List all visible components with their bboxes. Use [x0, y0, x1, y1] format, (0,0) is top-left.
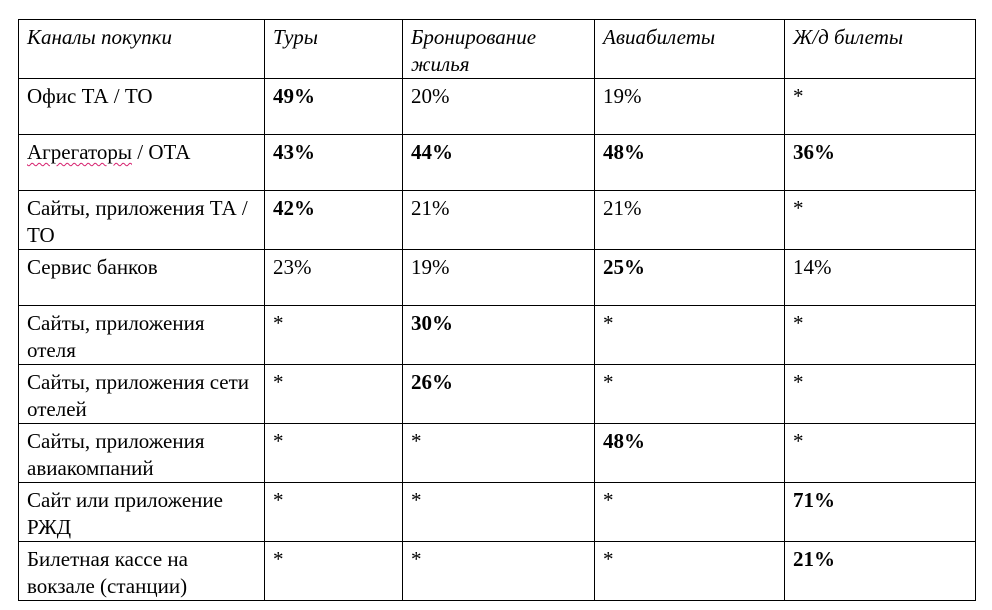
value-cell: 19% — [595, 79, 785, 135]
value-cell: 43% — [265, 135, 403, 191]
channel-cell — [19, 191, 265, 250]
channel-text: Сервис банков — [27, 255, 158, 279]
value-cell: 19% — [403, 250, 595, 306]
value-cell: * — [403, 542, 595, 601]
channel-text: Сайты, приложения отеля — [27, 311, 205, 362]
value-cell: 49% — [265, 79, 403, 135]
value-cell: * — [785, 424, 976, 483]
value-cell: 42% — [265, 191, 403, 250]
table-row — [19, 306, 976, 365]
header-cell-channels: Каналы покупки — [19, 20, 265, 79]
value-cell: 21% — [785, 542, 976, 601]
channel-cell — [19, 306, 265, 365]
value-cell: 44% — [403, 135, 595, 191]
channel-cell — [19, 424, 265, 483]
table-row — [19, 135, 976, 191]
channel-text: Сайты, приложения ТА / ТО — [27, 196, 248, 247]
table-row — [19, 79, 976, 135]
value-cell: * — [403, 424, 595, 483]
table-row — [19, 542, 976, 601]
table-row — [19, 191, 976, 250]
channel-cell — [19, 365, 265, 424]
table-row — [19, 483, 976, 542]
table-row — [19, 424, 976, 483]
channel-text: Сайты, приложения сети отелей — [27, 370, 250, 421]
value-cell: * — [785, 365, 976, 424]
header-cell-air-tickets: Авиабилеты — [595, 20, 785, 79]
channel-text: / ОТА — [132, 140, 191, 164]
value-cell: * — [595, 542, 785, 601]
header-cell-tours: Туры — [265, 20, 403, 79]
channel-cell — [19, 542, 265, 601]
header-cell-accommodation: Бронирование жилья — [403, 20, 595, 79]
value-cell: 36% — [785, 135, 976, 191]
value-cell: * — [595, 365, 785, 424]
header-row — [19, 20, 976, 79]
value-cell: * — [265, 542, 403, 601]
channel-text: Сайт или приложение РЖД — [27, 488, 223, 539]
table-row — [19, 365, 976, 424]
channel-cell — [19, 250, 265, 306]
value-cell: * — [265, 483, 403, 542]
value-cell: 20% — [403, 79, 595, 135]
value-cell: 23% — [265, 250, 403, 306]
value-cell: 25% — [595, 250, 785, 306]
value-cell: * — [265, 424, 403, 483]
table-row — [19, 250, 976, 306]
value-cell: 21% — [403, 191, 595, 250]
channel-text: Сайты, приложения авиакомпаний — [27, 429, 205, 480]
value-cell: 48% — [595, 424, 785, 483]
value-cell: 14% — [785, 250, 976, 306]
value-cell: * — [403, 483, 595, 542]
value-cell: 71% — [785, 483, 976, 542]
value-cell: 30% — [403, 306, 595, 365]
value-cell: * — [785, 79, 976, 135]
channel-text: Офис ТА / ТО — [27, 84, 153, 108]
channel-cell — [19, 79, 265, 135]
channel-text: Билетная кассе на вокзале (станции) — [27, 547, 188, 598]
value-cell: 26% — [403, 365, 595, 424]
value-cell: * — [785, 306, 976, 365]
value-cell: * — [595, 306, 785, 365]
channel-cell — [19, 483, 265, 542]
value-cell: * — [785, 191, 976, 250]
channel-underlined-text: Агрегаторы — [27, 140, 132, 164]
value-cell: 48% — [595, 135, 785, 191]
channel-cell — [19, 135, 265, 191]
purchase-channels-table — [18, 19, 976, 601]
value-cell: * — [265, 306, 403, 365]
value-cell: 21% — [595, 191, 785, 250]
value-cell: * — [265, 365, 403, 424]
header-cell-rail-tickets: Ж/д билеты — [785, 20, 976, 79]
value-cell: * — [595, 483, 785, 542]
